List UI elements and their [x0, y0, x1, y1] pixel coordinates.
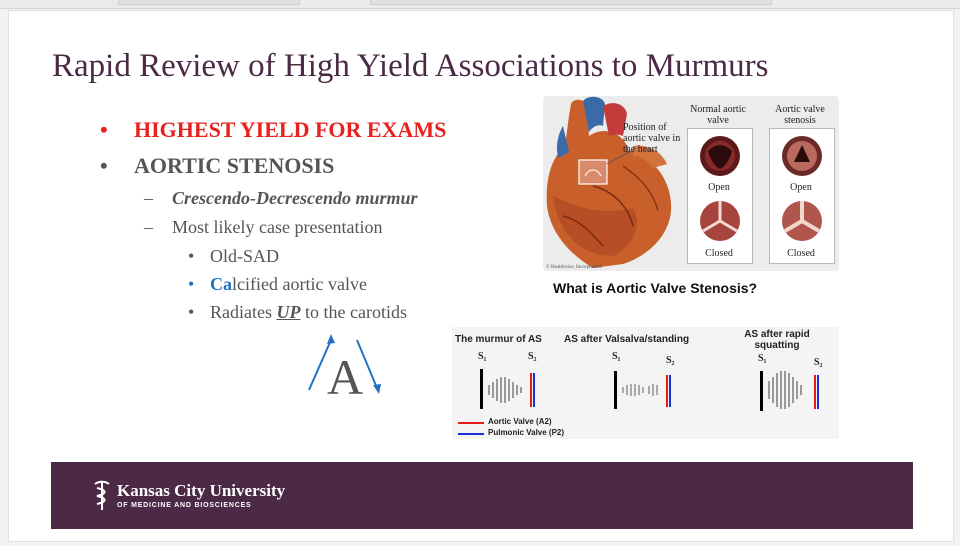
copyright-text: © Healthwise, Incorporated	[546, 265, 602, 270]
bullet-topic: • AORTIC STENOSIS	[100, 153, 335, 178]
radiates-prefix: Radiates	[210, 302, 277, 322]
s2-label: S₂	[814, 357, 823, 368]
item-calcified: • Calcified aortic valve	[188, 274, 367, 294]
open-label-normal: Open	[708, 182, 730, 193]
s1-label: S₁	[612, 351, 621, 362]
highlight-text: HIGHEST YIELD FOR EXAMS	[134, 117, 447, 142]
radiates-emphasis: UP	[276, 302, 301, 322]
position-label: Position of aortic valve in the heart	[623, 122, 681, 155]
stenosis-valve-label: Aortic valve stenosis	[775, 104, 825, 126]
sub-bullet-presentation: – Most likely case presentation	[144, 217, 383, 237]
legend-pulmonic-label: Pulmonic Valve (P2)	[488, 428, 565, 437]
stenosis-valve-diagram	[770, 129, 834, 263]
item-old-sad: • Old-SAD	[188, 246, 280, 266]
old-sad-text: Old-SAD	[210, 246, 280, 266]
toolbar-segment	[370, 0, 772, 5]
footer-bar	[51, 462, 913, 529]
image-caption: What is Aortic Valve Stenosis?	[553, 280, 758, 296]
legend-aortic-label: Aortic Valve (A2)	[488, 417, 552, 426]
calcified-prefix: Ca	[210, 274, 232, 294]
closed-label-stenosis: Closed	[787, 248, 815, 259]
stenosis-valve-box	[769, 128, 835, 264]
bullet-highlight: • HIGHEST YIELD FOR EXAMS	[100, 117, 447, 142]
sub-bullet-murmur: – Crescendo-Decrescendo murmur	[144, 188, 418, 208]
radiates-suffix: to the carotids	[300, 302, 407, 322]
s2-label: S₂	[528, 351, 537, 362]
university-name: Kansas City University	[117, 481, 286, 500]
squatting-label: AS after rapid squatting	[744, 329, 810, 351]
s1-label: S₁	[758, 353, 767, 364]
topic-text: AORTIC STENOSIS	[134, 153, 335, 178]
open-label-stenosis: Open	[790, 182, 812, 193]
university-subtitle: OF MEDICINE AND BIOSCIENCES	[117, 502, 252, 509]
valsalva-label: AS after Valsalva/standing	[564, 334, 690, 345]
window-top-bar	[0, 0, 960, 9]
toolbar-segment	[118, 0, 300, 5]
s1-label: S₁	[478, 351, 487, 362]
a-logo-icon	[305, 330, 385, 400]
legend-pulmonic-swatch	[458, 433, 484, 435]
murmur-phonocardiogram	[452, 327, 839, 439]
slide-title: Rapid Review of High Yield Associations to Murmurs	[52, 48, 769, 84]
normal-valve-diagram	[688, 129, 752, 263]
item-radiates: • Radiates UP to the carotids	[188, 302, 407, 322]
s2-label: S₂	[666, 355, 675, 366]
normal-valve-label: Normal aortic valve	[690, 104, 746, 126]
closed-label-normal: Closed	[705, 248, 733, 259]
caduceus-logo-icon	[91, 478, 113, 512]
calcified-rest: lcified aortic valve	[232, 274, 367, 294]
aortic-valve-illustration	[543, 96, 839, 271]
legend-aortic-swatch	[458, 422, 484, 424]
normal-valve-box	[687, 128, 753, 264]
murmur-type-text: Crescendo-Decrescendo murmur	[172, 188, 418, 208]
bullet-list	[100, 112, 446, 326]
murmur-as-label: The murmur of AS	[455, 334, 542, 345]
logo-letter: A	[326, 349, 364, 400]
presentation-text: Most likely case presentation	[172, 217, 383, 237]
